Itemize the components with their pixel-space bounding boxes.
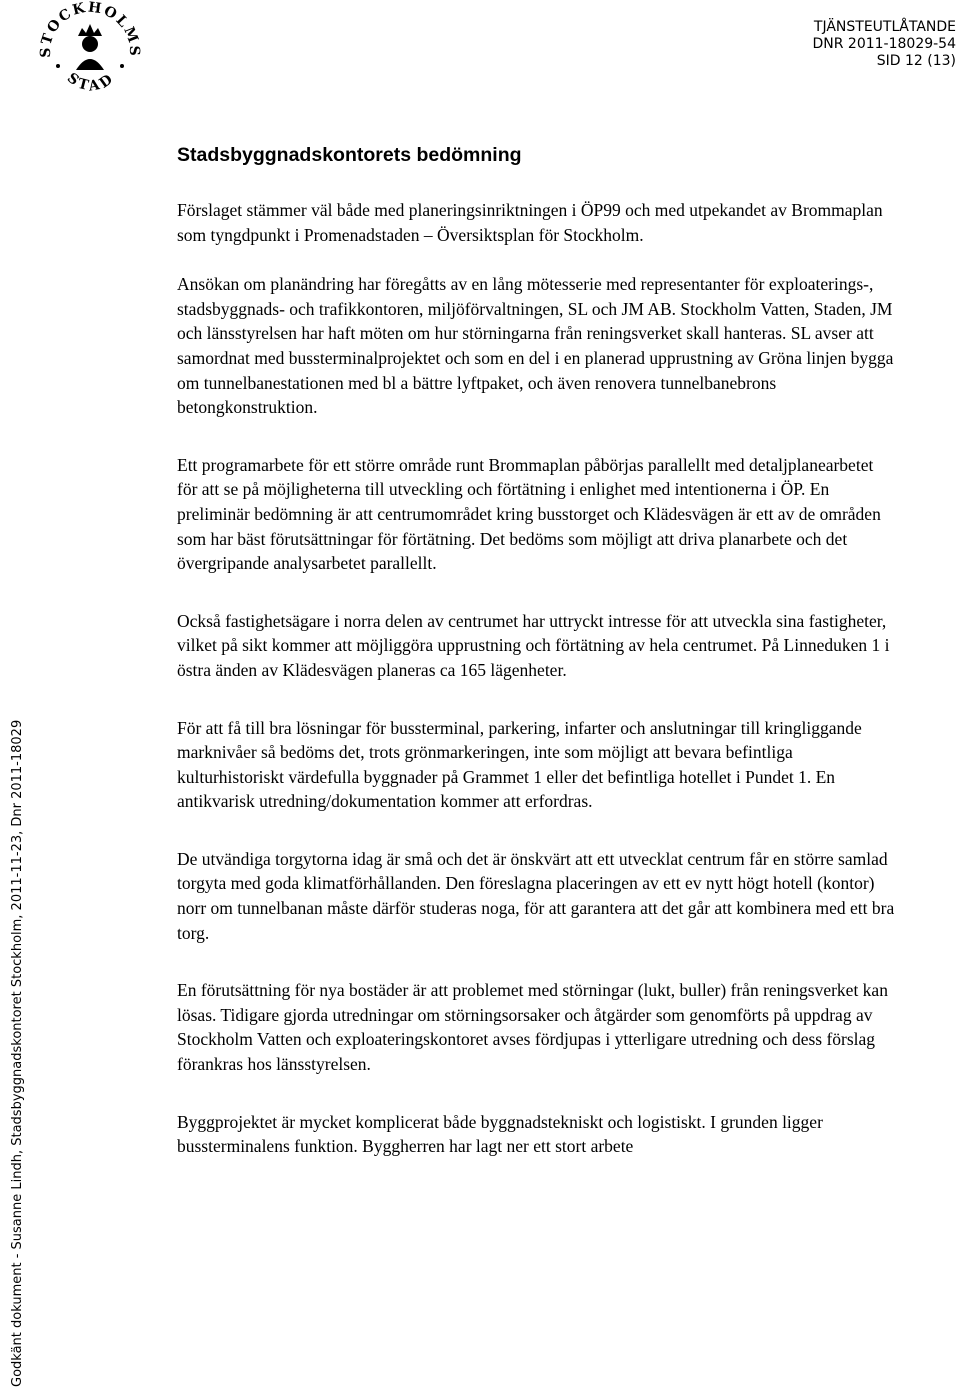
document-number: DNR 2011-18029-54 bbox=[812, 36, 956, 52]
saint-erik-crest-icon bbox=[56, 24, 124, 70]
paragraph: Förslaget stämmer väl både med planeringsinriktningen i ÖP99 och med utpekandet av Brommaplan som tyngdpunkt i Promenadstaden – Översiktsplan för Stockholm. bbox=[177, 200, 883, 245]
section-heading: Stadsbyggnadskontorets bedömning bbox=[177, 144, 522, 166]
approval-stamp: Godkänt dokument - Susanne Lindh, Stadsbyggnadskontoret Stockholm, 2011-11-23, Dnr 2011-18029 bbox=[10, 719, 25, 1387]
paragraph: De utvändiga torgytorna idag är små och det är önskvärt att ett utvecklat centrum får en större samlad torgyta med goda klimatförhållanden. Den föreslagna placeringen av ett ev nytt högt hotell (kontor) norr om tunnelbanan måste därför studeras noga, för att garantera att det går att kombinera med ett bra torg. bbox=[177, 848, 895, 943]
page-indicator: SID 12 (13) bbox=[876, 53, 956, 69]
stockholms-stad-logo bbox=[36, 0, 146, 100]
document-type: TJÄNSTEUTLÅTANDE bbox=[813, 19, 956, 35]
paragraph: Också fastighetsägare i norra delen av centrumet har uttryckt intresse för att utveckla sina fastigheter, vilket på sikt kommer att möjliggöra upprustning och förtätning av hela centrumet. På Linneduken 1 i östra änden av Klädesvägen planeras ca 165 lägenheter. bbox=[177, 610, 890, 680]
logo-upper-text: STOCKHOLMS bbox=[37, 0, 143, 58]
logo-lower-text: STAD bbox=[63, 69, 119, 95]
document-header-meta bbox=[812, 19, 956, 70]
document-body bbox=[177, 143, 897, 1184]
paragraph: För att få till bra lösningar för bussterminal, parkering, infarter och anslutningar till kringliggande marknivåer så bedöms det, trots grönmarkeringen, inte som möjligt att bevara befintliga kulturhistoriskt värdefulla byggnader på Grammet 1 eller det befintliga hotellet i Pundet 1. En antikvarisk utredning/dokumentation kommer att erfordras. bbox=[177, 717, 862, 812]
paragraph: Ansökan om planändring har föregåtts av en lång mötesserie med representanter för exploaterings-, stadsbyggnads- och trafikkontoren, miljöförvaltningen, SL och JM AB. Stockholm Vatten, Staden, JM och länsstyrelsen har haft möten om hur störningarna från reningsverket skall hanteras. SL avser att samordnat med bussterminalprojektet och som en del i en planerad upprustning av Gröna linjen bygga om tunnelbanestationen med bl a bättre lyftpaket, och även renovera tunnelbanebrons betongkonstruktion. bbox=[177, 274, 894, 418]
paragraph: Ett programarbete för ett större område runt Brommaplan påbörjas parallellt med detaljplanearbetet för att se på möjligheterna till utveckling och förtätning i enlighet med intentionerna i ÖP. En preliminär bedömning är att centrumområdet kring busstorget och Klädesvägen är ett av de områden som har bäst förutsättningar för förtätning. Det bedöms som möjligt att driva planarbete och det övergripande analysarbetet parallellt. bbox=[177, 454, 881, 574]
paragraph: En förutsättning för nya bostäder är att problemet med störningar (lukt, buller) från reningsverket kan lösas. Tidigare gjorda utredningar om störningsorsaker och åtgärder som genomförts på uppdrag av Stockholm Vatten och exploateringskontoret avses fördjupas i ytterligare utredning och dess förslag förankras hos länsstyrelsen. bbox=[177, 980, 888, 1075]
paragraph: Byggprojektet är mycket komplicerat både byggnadstekniskt och logistiskt. I grunden ligger bussterminalens funktion. Byggherren har lagt ner ett stort arbete bbox=[177, 1111, 823, 1157]
